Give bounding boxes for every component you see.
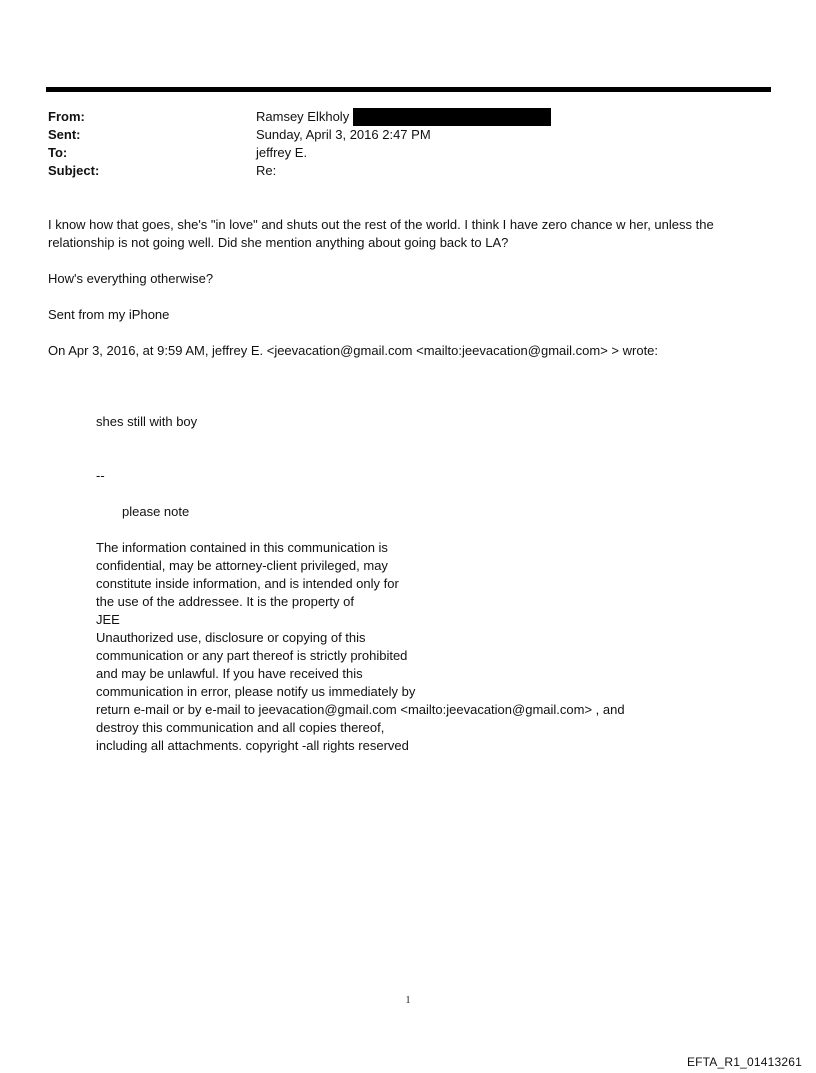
quoted-separator: -- <box>96 468 105 483</box>
sent-row <box>48 126 551 144</box>
disclaimer-line: destroy this communication and all copies thereof, <box>96 720 385 735</box>
disclaimer-line: the use of the addressee. It is the property of <box>96 594 354 609</box>
body-paragraph-1 <box>48 216 768 252</box>
email-header <box>48 108 551 180</box>
disclaimer-line: constitute inside information, and is intended only for <box>96 576 399 591</box>
quote-intro: On Apr 3, 2016, at 9:59 AM, jeffrey E. <jeevacation@gmail.com <mailto:jeevacation@gmail.com> > wrote: <box>48 343 659 358</box>
disclaimer-line: return e-mail or by e-mail to jeevacation@gmail.com <mailto:jeevacation@gmail.com> , and <box>96 702 625 717</box>
disclaimer-line: communication in error, please notify us immediately by <box>96 684 416 699</box>
body-paragraph-2: How's everything otherwise? <box>48 271 214 286</box>
disclaimer-line: JEE <box>96 612 120 627</box>
disclaimer-line: and may be unlawful. If you have received this <box>96 666 363 681</box>
sent-label: Sent: <box>48 127 81 142</box>
disclaimer-line: including all attachments. copyright -all rights reserved <box>96 738 409 753</box>
from-value: Ramsey Elkholy <box>256 109 350 124</box>
body-line: relationship is not going well. Did she mention anything about going back to LA? <box>48 235 509 250</box>
please-note: please note <box>122 504 190 519</box>
disclaimer-line: communication or any part thereof is strictly prohibited <box>96 648 408 663</box>
sent-value: Sunday, April 3, 2016 2:47 PM <box>256 127 431 142</box>
subject-label: Subject: <box>48 163 100 178</box>
redaction-box <box>353 108 551 126</box>
to-label: To: <box>48 145 68 160</box>
disclaimer-line: Unauthorized use, disclosure or copying of this <box>96 630 366 645</box>
disclaimer <box>96 539 696 755</box>
bates-number: EFTA_R1_01413261 <box>686 1055 802 1069</box>
signature-line: Sent from my iPhone <box>48 307 170 322</box>
to-value: jeffrey E. <box>256 145 308 160</box>
header-divider <box>46 87 771 92</box>
subject-row <box>48 162 551 180</box>
quoted-message: shes still with boy <box>96 414 198 429</box>
from-row <box>48 108 551 126</box>
subject-value: Re: <box>256 163 277 178</box>
page-number: 1 <box>405 995 411 1006</box>
from-label: From: <box>48 109 85 124</box>
disclaimer-line: The information contained in this communication is <box>96 540 388 555</box>
body-line: I know how that goes, she's "in love" and shuts out the rest of the world. I think I have zero chance w her, unless the <box>48 217 714 232</box>
to-row <box>48 144 551 162</box>
disclaimer-line: confidential, may be attorney-client privileged, may <box>96 558 388 573</box>
